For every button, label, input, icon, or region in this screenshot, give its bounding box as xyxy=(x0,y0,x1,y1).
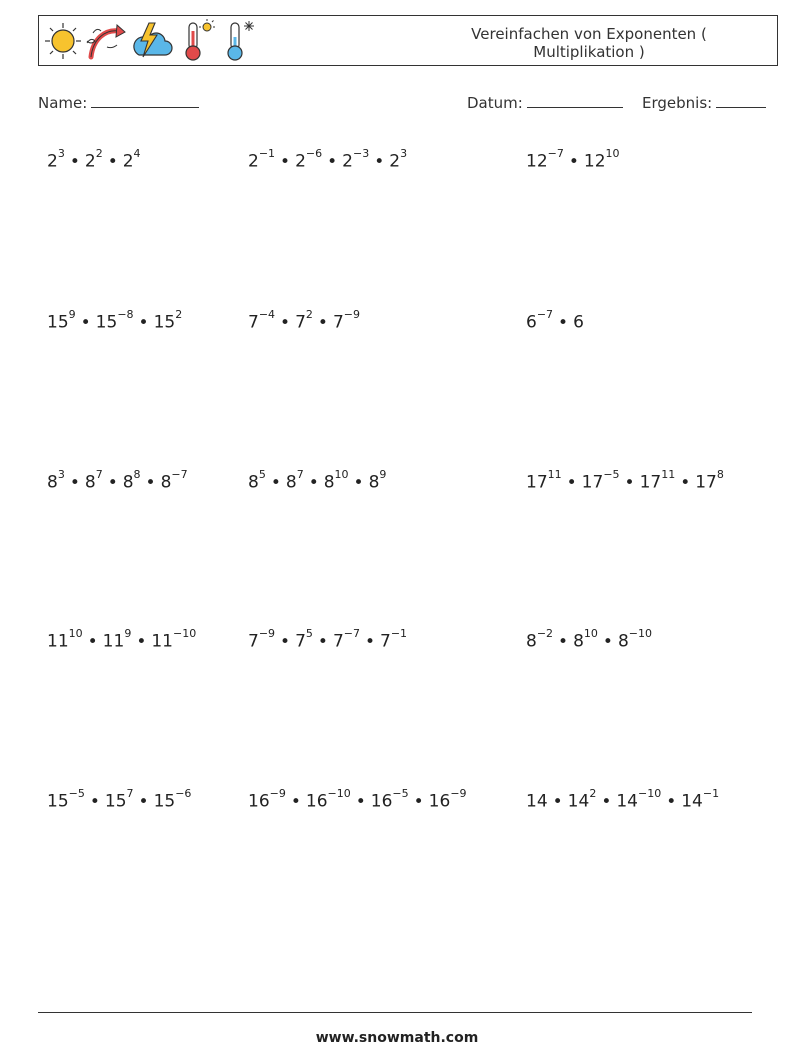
storm-cloud-icon xyxy=(129,21,175,61)
exponent: 7 xyxy=(296,468,304,481)
exponent: 10 xyxy=(68,627,83,640)
base: 8 xyxy=(323,472,335,493)
multiply-dot: • xyxy=(280,151,291,172)
exponent: −9 xyxy=(450,787,467,800)
multiply-dot: • xyxy=(355,791,366,812)
exponent: 9 xyxy=(68,308,76,321)
base: 7 xyxy=(248,312,259,333)
multiply-dot: • xyxy=(624,472,635,493)
base: 8 xyxy=(122,472,134,493)
base: 8 xyxy=(248,472,259,493)
result-field xyxy=(642,93,766,112)
base: 16 xyxy=(428,791,451,812)
base: 8 xyxy=(573,631,584,652)
problem-3 xyxy=(526,147,620,172)
multiply-dot: • xyxy=(353,472,364,493)
multiply-dot: • xyxy=(138,312,149,333)
multiply-dot: • xyxy=(552,791,563,812)
base: 11 xyxy=(151,631,173,652)
exponent: −2 xyxy=(536,627,554,640)
multiply-dot: • xyxy=(602,631,613,652)
base: 2 xyxy=(47,151,58,172)
problem-5 xyxy=(248,308,360,333)
multiply-dot: • xyxy=(290,791,301,812)
exponent: −6 xyxy=(305,147,323,160)
base: 15 xyxy=(47,791,69,812)
thermometer-hot-icon xyxy=(177,19,217,63)
base: 8 xyxy=(84,472,96,493)
multiply-dot: • xyxy=(374,151,385,172)
exponent: −1 xyxy=(390,627,408,640)
problem-4 xyxy=(47,308,183,333)
title-line-2: Multiplikation ) xyxy=(533,43,645,61)
exponent: 2 xyxy=(175,308,183,321)
base: 2 xyxy=(295,151,306,172)
exponent: −5 xyxy=(392,787,409,800)
date-field xyxy=(467,93,623,112)
exponent: −8 xyxy=(117,308,134,321)
base: 7 xyxy=(332,631,344,652)
exponent: 4 xyxy=(133,147,141,160)
base: 7 xyxy=(380,631,391,652)
exponent: −1 xyxy=(258,147,276,160)
multiply-dot: • xyxy=(413,791,424,812)
title-line-1: Vereinfachen von Exponenten ( xyxy=(471,25,707,43)
problem-14 xyxy=(248,787,467,812)
exponent: −7 xyxy=(547,147,564,160)
base: 17 xyxy=(639,472,662,493)
multiply-dot: • xyxy=(327,151,338,172)
base: 8 xyxy=(47,472,58,493)
problem-7 xyxy=(47,468,188,493)
footer-divider xyxy=(38,1012,752,1013)
base: 2 xyxy=(122,151,134,172)
base: 2 xyxy=(84,151,96,172)
problem-12 xyxy=(526,627,652,652)
date-label: Datum: xyxy=(467,94,523,112)
exponent: −5 xyxy=(603,468,620,481)
wind-icon xyxy=(85,21,127,61)
exponent: 3 xyxy=(57,147,65,160)
base: 15 xyxy=(95,312,118,333)
exponent: −1 xyxy=(702,787,720,800)
worksheet-title xyxy=(439,25,739,61)
multiply-dot: • xyxy=(280,312,291,333)
exponent: −5 xyxy=(68,787,85,800)
exponent: −6 xyxy=(175,787,192,800)
base: 6 xyxy=(526,312,537,333)
base: 8 xyxy=(526,631,537,652)
exponent: 7 xyxy=(126,787,134,800)
base: 8 xyxy=(368,472,380,493)
exponent: 2 xyxy=(589,787,597,800)
multiply-dot: • xyxy=(145,472,156,493)
base: 14 xyxy=(681,791,703,812)
exponent: −7 xyxy=(343,627,360,640)
multiply-dot: • xyxy=(136,631,147,652)
exponent: 11 xyxy=(661,468,676,481)
problem-2 xyxy=(248,147,408,172)
exponent: 10 xyxy=(583,627,598,640)
sun-icon xyxy=(43,21,83,61)
exponent: 2 xyxy=(305,308,313,321)
exponent: −9 xyxy=(343,308,360,321)
worksheet-header xyxy=(38,15,778,66)
base: 14 xyxy=(526,791,548,812)
multiply-dot: • xyxy=(270,472,281,493)
exponent: 3 xyxy=(400,147,408,160)
base: 12 xyxy=(583,151,606,172)
base: 14 xyxy=(616,791,638,812)
multiply-dot: • xyxy=(666,791,677,812)
base: 7 xyxy=(248,631,259,652)
base: 17 xyxy=(581,472,604,493)
base: 8 xyxy=(617,631,629,652)
base: 12 xyxy=(526,151,548,172)
multiply-dot: • xyxy=(107,151,118,172)
multiply-dot: • xyxy=(87,631,98,652)
problem-13 xyxy=(47,787,192,812)
multiply-dot: • xyxy=(364,631,376,652)
multiply-dot: • xyxy=(317,312,328,333)
problem-15 xyxy=(526,787,720,812)
base: 2 xyxy=(342,151,353,172)
exponent: 5 xyxy=(258,468,266,481)
footer-url: www.snowmath.com xyxy=(315,1030,479,1046)
multiply-dot: • xyxy=(566,472,577,493)
exponent: 10 xyxy=(334,468,349,481)
exponent: −10 xyxy=(628,627,652,640)
multiply-dot: • xyxy=(80,312,91,333)
problem-8 xyxy=(248,468,387,493)
exponent: 8 xyxy=(133,468,141,481)
multiply-dot: • xyxy=(107,472,118,493)
base: 16 xyxy=(370,791,393,812)
base: 17 xyxy=(526,472,548,493)
exponent: −10 xyxy=(172,627,197,640)
multiply-dot: • xyxy=(568,151,579,172)
multiply-dot: • xyxy=(558,631,569,652)
multiply-dot: • xyxy=(280,631,291,652)
multiply-dot: • xyxy=(558,312,569,333)
exponent: 9 xyxy=(379,468,387,481)
exponent: 11 xyxy=(547,468,562,481)
multiply-dot: • xyxy=(69,151,80,172)
exponent: 8 xyxy=(716,468,724,481)
multiply-dot: • xyxy=(680,472,691,493)
base: 11 xyxy=(102,631,125,652)
base: 15 xyxy=(153,791,176,812)
base: 7 xyxy=(295,631,306,652)
name-field xyxy=(38,93,199,112)
exponent: 2 xyxy=(95,147,103,160)
date-blank[interactable] xyxy=(527,93,623,108)
multiply-dot: • xyxy=(601,791,612,812)
multiply-dot: • xyxy=(138,791,149,812)
exponent: −7 xyxy=(536,308,554,321)
exponent: −3 xyxy=(352,147,370,160)
base: 2 xyxy=(248,151,259,172)
exponent: −9 xyxy=(269,787,286,800)
result-label: Ergebnis: xyxy=(642,94,713,112)
base: 15 xyxy=(104,791,127,812)
multiply-dot: • xyxy=(317,631,328,652)
base: 8 xyxy=(285,472,297,493)
exponent: 10 xyxy=(605,147,620,160)
problem-1 xyxy=(47,147,141,172)
name-label: Name: xyxy=(38,94,88,112)
result-blank[interactable] xyxy=(716,93,766,108)
weather-icons xyxy=(43,18,259,64)
exponent: 7 xyxy=(95,468,103,481)
base: 2 xyxy=(389,151,401,172)
problem-11 xyxy=(248,627,408,652)
base: 17 xyxy=(695,472,717,493)
base: 6 xyxy=(573,312,584,333)
exponent: 5 xyxy=(305,627,313,640)
thermometer-cold-icon xyxy=(219,19,259,63)
name-blank[interactable] xyxy=(91,93,199,108)
base: 14 xyxy=(567,791,590,812)
base: 7 xyxy=(332,312,344,333)
problem-10 xyxy=(47,627,197,652)
exponent: −9 xyxy=(258,627,276,640)
base: 16 xyxy=(248,791,270,812)
base: 15 xyxy=(47,312,69,333)
exponent: −4 xyxy=(258,308,276,321)
multiply-dot: • xyxy=(69,472,80,493)
exponent: 3 xyxy=(57,468,65,481)
exponent: 9 xyxy=(124,627,132,640)
base: 15 xyxy=(153,312,176,333)
exponent: −10 xyxy=(637,787,662,800)
base: 8 xyxy=(160,472,172,493)
problem-6 xyxy=(526,308,584,333)
base: 16 xyxy=(305,791,328,812)
multiply-dot: • xyxy=(89,791,100,812)
base: 11 xyxy=(47,631,69,652)
base: 7 xyxy=(295,312,306,333)
exponent: −10 xyxy=(327,787,351,800)
problem-9 xyxy=(526,468,724,493)
multiply-dot: • xyxy=(308,472,319,493)
exponent: −7 xyxy=(171,468,188,481)
